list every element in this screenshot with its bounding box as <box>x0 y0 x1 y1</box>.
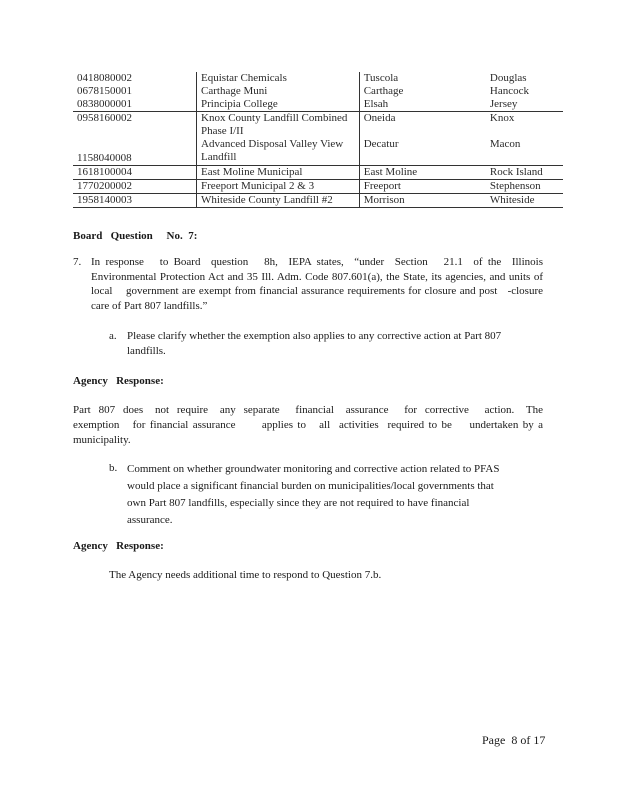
agency-response-a: Part 807 does not require any separate financial assurance for corrective action. The exemption for financial assurance applies to all activities required to be undertaken by a municipality. <box>73 404 546 446</box>
facility-id: 0678150001 <box>77 85 132 97</box>
facility-table <box>73 72 563 208</box>
agency-response-b: The Agency needs additional time to respond to Question 7.b. <box>109 569 382 581</box>
facility-name: Principia College <box>197 98 360 112</box>
sub-question-a-label: a. <box>109 330 117 342</box>
facility-name: East Moline Municipal <box>197 166 360 180</box>
facility-id: 1770200002 <box>73 180 197 194</box>
facility-name: Equistar Chemicals <box>197 72 360 85</box>
facility-city: Oneida <box>359 112 486 139</box>
sub-question-b-label: b. <box>109 462 118 474</box>
facility-city: Decatur <box>359 138 486 166</box>
facility-city: Morrison <box>359 194 486 208</box>
facility-county: Jersey <box>489 98 518 110</box>
facility-city: Freeport <box>359 180 486 194</box>
question-7-text: In response to Board question 8h, IEPA states, “under Section 21.1 of the Illinois Environmental Protection Act and 35 Ill. Adm. Code 807.601(a), the State, its agencies, and units of local government are exempt from financial assurance requirements for closure and post -closure care of Part 807 landfills.” <box>91 256 546 312</box>
table-row <box>73 72 563 85</box>
facility-name: Whiteside County Landfill #2 <box>197 194 360 208</box>
facility-id: 1618100004 <box>73 166 197 180</box>
page-number: Page 8 of 17 <box>482 733 546 747</box>
facility-county: Hancock <box>489 85 529 97</box>
facility-id: 1958140003 <box>73 194 197 208</box>
facility-county: Macon <box>489 138 521 150</box>
facility-county: Rock Island <box>486 166 563 180</box>
facility-id: 1158040008 <box>77 152 132 164</box>
facility-name: Knox County Landfill Combined Phase I/II <box>197 112 360 139</box>
facility-id: 0418080002 <box>77 72 132 84</box>
facility-city: East Moline <box>359 166 486 180</box>
table-row <box>73 98 563 112</box>
facility-name: Advanced Disposal Valley View Landfill <box>197 138 360 166</box>
facility-county: Knox <box>486 112 563 139</box>
facility-id: 0958160002 <box>73 112 197 139</box>
table-row <box>73 85 563 98</box>
facility-id: 0838000001 <box>77 98 132 110</box>
table-row <box>73 194 563 208</box>
facility-county: Stephenson <box>486 180 563 194</box>
sub-question-b-text: Comment on whether groundwater monitoring and corrective action related to PFAS would place a significant financial burden on municipalities/local governments that own Part 807 landfills, especially since they are not required to have financial assurance. <box>127 463 500 526</box>
table-row <box>73 112 563 139</box>
facility-name: Carthage Muni <box>197 85 360 98</box>
question-number: 7. <box>73 256 82 268</box>
table-row <box>73 166 563 180</box>
agency-response-heading-2: Agency Response: <box>73 540 164 552</box>
agency-response-heading: Agency Response: <box>73 375 164 387</box>
facility-name: Freeport Municipal 2 & 3 <box>197 180 360 194</box>
board-question-heading: Board Question No. 7: <box>73 230 198 242</box>
facility-county: Whiteside <box>486 194 563 208</box>
facility-city: Elsah <box>359 98 486 112</box>
facility-city: Carthage <box>359 85 486 98</box>
sub-question-a-text: Please clarify whether the exemption also applies to any corrective action at Part 807 landfills. <box>127 330 502 357</box>
table-row <box>73 180 563 194</box>
facility-city: Tuscola <box>359 72 486 85</box>
table-row <box>73 138 563 166</box>
facility-county: Douglas <box>489 72 527 84</box>
